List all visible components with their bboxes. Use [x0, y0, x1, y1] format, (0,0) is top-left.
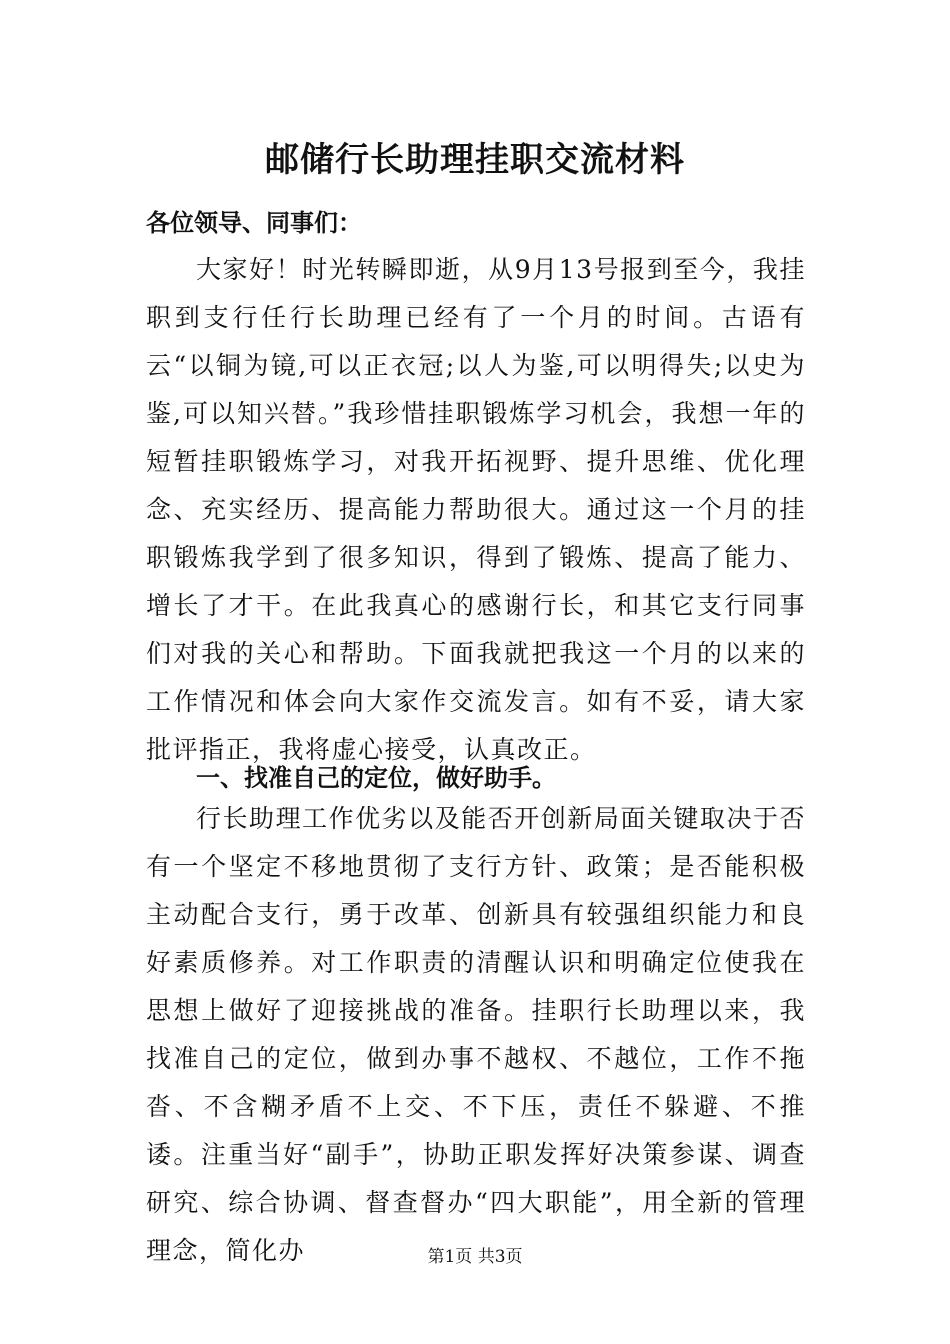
page-footer: 第1页 共3页 [427, 1247, 523, 1267]
paragraph-intro: 大家好！时光转瞬即逝，从9月13号报到至今，我挂职到支行任行长助理已经有了一个月的时间。古语有云“以铜为镜,可以正衣冠;以人为鉴,可以明得失;以史为鉴,可以知兴替。”我珍惜挂职锻炼学习机会，我想一年的短暂挂职锻炼学习，对我开拓视野、提升思维、优化理念、充实经历、提高能力帮助很大。通过这一个月的挂职锻炼我学到了很多知识，得到了锻炼、提高了能力、增长了才干。在此我真心的感谢行长，和其它支行同事们对我的关心和帮助。下面我就把我这一个月的以来的工作情况和体会向大家作交流发言。如有不妥，请大家批评指正，我将虚心接受，认真改正。 [146, 255, 806, 764]
document-title: 邮储行长助理挂职交流材料 [265, 140, 685, 180]
section-heading: 一、找准自己的定位，做好助手。 [196, 764, 556, 792]
salutation: 各位领导、同事们： [146, 209, 362, 237]
paragraph-section-one: 行长助理工作优劣以及能否开创新局面关键取决于否有一个坚定不移地贯彻了支行方针、政策；是否能积极主动配合支行，勇于改革、创新具有较强组织能力和良好素质修养。对工作职责的清醒认识和明确定位使我在思想上做好了迎接挑战的准备。挂职行长助理以来，我找准自己的定位，做到办事不越权、不越位，工作不拖沓、不含糊矛盾不上交、不下压，责任不躲避、不推诿。注重当好“副手”，协助正职发挥好决策参谋、调查研究、综合协调、督查督办“四大职能”，用全新的管理理念，简化办 [146, 804, 806, 1265]
